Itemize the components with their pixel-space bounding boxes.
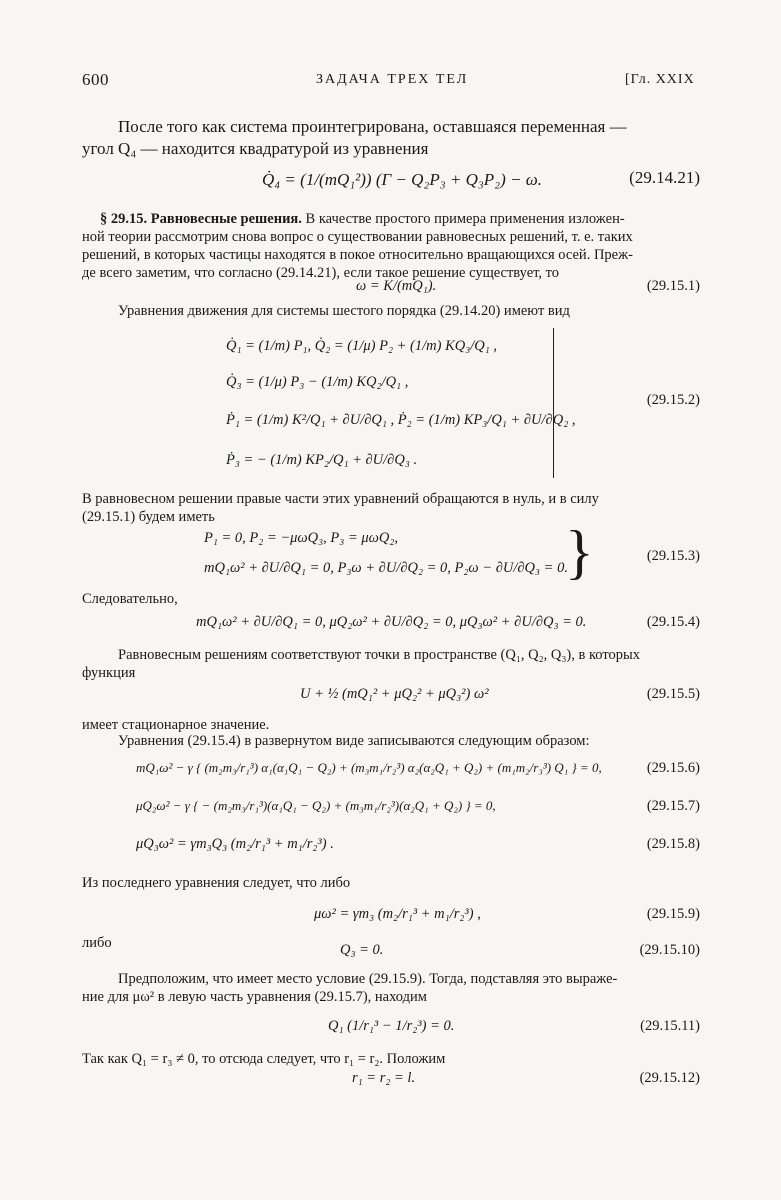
intro-line-1: После того как система проинтегрирована, оставшаяся переменная — (118, 117, 627, 136)
equation-29-15-2-line-4: Ṗ₃ = − (1/m) KP₂/Q₁ + ∂U/∂Q₃ . (226, 452, 418, 468)
section-title: § 29.15. Равновесные решения. (100, 211, 302, 227)
equation-29-15-4: mQ₁ω² + ∂U/∂Q₁ = 0, μQ₂ω² + ∂U/∂Q₂ = 0, μQ₃ω² + ∂U/∂Q₃ = 0. (196, 614, 587, 630)
points-line-1: Равновесным решениям соответствуют точки в пространстве (Q₁, Q₂, Q₃), в которых (118, 647, 640, 663)
equation-number-29-15-6: (29.15.6) (646, 760, 700, 776)
equation-number-29-15-3: (29.15.3) (646, 548, 700, 564)
equation-number-29-15-12: (29.15.12) (639, 1070, 700, 1086)
hence-text: Следовательно, (82, 591, 178, 607)
running-title: ЗАДАЧА ТРЕХ ТЕЛ (316, 72, 469, 87)
equation-29-15-6: mQ₁ω² − γ { (m₂m₃/r₁³) α₁(α₁Q₁ − Q₂) + (m₃m₁/r₂³) α₂(α₂Q₁ + Q₂) + (m₁m₂/r₃³) Q₁ } = 0, (136, 760, 602, 775)
equation-number-29-15-5: (29.15.5) (646, 686, 700, 702)
equation-29-15-3-line-1: P₁ = 0, P₂ = −μωQ₃, P₃ = μωQ₂, (204, 530, 399, 546)
equilibrium-line-2: (29.15.1) будем иметь (82, 509, 215, 525)
motion-intro: Уравнения движения для системы шестого порядка (29.14.20) имеют вид (118, 303, 570, 319)
equation-29-15-12: r₁ = r₂ = l. (352, 1070, 416, 1086)
equation-number-29-15-1: (29.15.1) (646, 278, 700, 294)
equation-number-29-15-7: (29.15.7) (646, 798, 700, 814)
equation-29-15-2-line-2: Q̇₃ = (1/μ) P₃ − (1/m) KQ₂/Q₁ , (226, 374, 409, 390)
equation-number-29-15-10: (29.15.10) (639, 942, 700, 958)
section-line-2: ной теории рассмотрим снова вопрос о существовании равновесных решений, т. е. таких (82, 229, 633, 245)
chapter-label: [Гл. XXIX (625, 72, 695, 87)
section-line-3: решений, в которых частицы находятся в покое относительно вращающихся осей. Преж- (82, 247, 633, 263)
section-line-4: де всего заметим, что согласно (29.14.21), если такое решение существует, то (82, 265, 560, 281)
equation-29-15-9: μω² = γm₃ (m₂/r₁³ + m₁/r₂³) , (314, 906, 481, 922)
equation-29-15-5: U + ½ (mQ₁² + μQ₂² + μQ₃²) ω² (300, 686, 489, 702)
equation-29-14-21: Q̇₄ = (1/(mQ₁²)) (Γ − Q₂P₃ + Q₃P₂) − ω. (262, 170, 542, 189)
page-number: 600 (82, 70, 109, 89)
equation-29-15-10: Q₃ = 0. (340, 942, 384, 958)
system-brace (553, 328, 554, 478)
equation-number-29-15-8: (29.15.8) (646, 836, 700, 852)
section-line-1: В качестве простого примера применения изложен- (305, 211, 625, 227)
right-brace: } (565, 519, 594, 585)
equation-29-15-3-line-2: mQ₁ω² + ∂U/∂Q₁ = 0, P₃ω + ∂U/∂Q₂ = 0, P₂ω − ∂U/∂Q₃ = 0. (204, 560, 568, 576)
equation-29-15-11: Q₁ (1/r₁³ − 1/r₂³) = 0. (328, 1018, 455, 1034)
from-last-text: Из последнего уравнения следует, что либо (82, 875, 351, 891)
equation-number-29-15-11: (29.15.11) (640, 1018, 700, 1034)
equation-29-15-1: ω = K/(mQ₁). (356, 278, 437, 294)
equation-number-29-15-2: (29.15.2) (646, 392, 700, 408)
equation-29-15-7: μQ₂ω² − γ { − (m₂m₃/r₁³)(α₁Q₁ − Q₂) + (m₃m₁/r₂³)(α₂Q₁ + Q₂) } = 0, (136, 798, 496, 813)
equation-29-15-8: μQ₃ω² = γm₃Q₃ (m₂/r₁³ + m₁/r₂³) . (136, 836, 334, 852)
equation-number-29-15-9: (29.15.9) (646, 906, 700, 922)
expanded-text: Уравнения (29.15.4) в развернутом виде записываются следующим образом: (118, 733, 590, 749)
suppose-line-2: ние для μω² в левую часть уравнения (29.15.7), находим (82, 989, 427, 1005)
equation-number-29-14-21: (29.14.21) (629, 168, 700, 187)
equation-29-15-2-line-1: Q̇₁ = (1/m) P₁, Q̇₂ = (1/μ) P₂ + (1/m) KQ₃/Q₁ , (226, 338, 498, 354)
suppose-line-1: Предположим, что имеет место условие (29.15.9). Тогда, подставляя это выраже- (118, 971, 618, 987)
stationary-text: имеет стационарное значение. (82, 717, 270, 733)
points-line-2: функция (82, 665, 136, 681)
equation-29-15-2-line-3: Ṗ₁ = (1/m) K²/Q₁ + ∂U/∂Q₁ , Ṗ₂ = (1/m) KP₃/Q₁ + ∂U/∂Q₂ , (226, 412, 576, 428)
intro-line-2: угол Q₄ — находится квадратурой из уравнения (82, 139, 429, 158)
since-text: Так как Q₁ = r₃ ≠ 0, то отсюда следует, что r₁ = r₂. Положим (82, 1051, 446, 1067)
equation-number-29-15-4: (29.15.4) (646, 614, 700, 630)
equilibrium-line-1: В равновесном решении правые части этих уравнений обращаются в нуль, и в силу (82, 491, 599, 507)
either-text: либо (82, 935, 112, 951)
section-heading-line (100, 210, 700, 228)
